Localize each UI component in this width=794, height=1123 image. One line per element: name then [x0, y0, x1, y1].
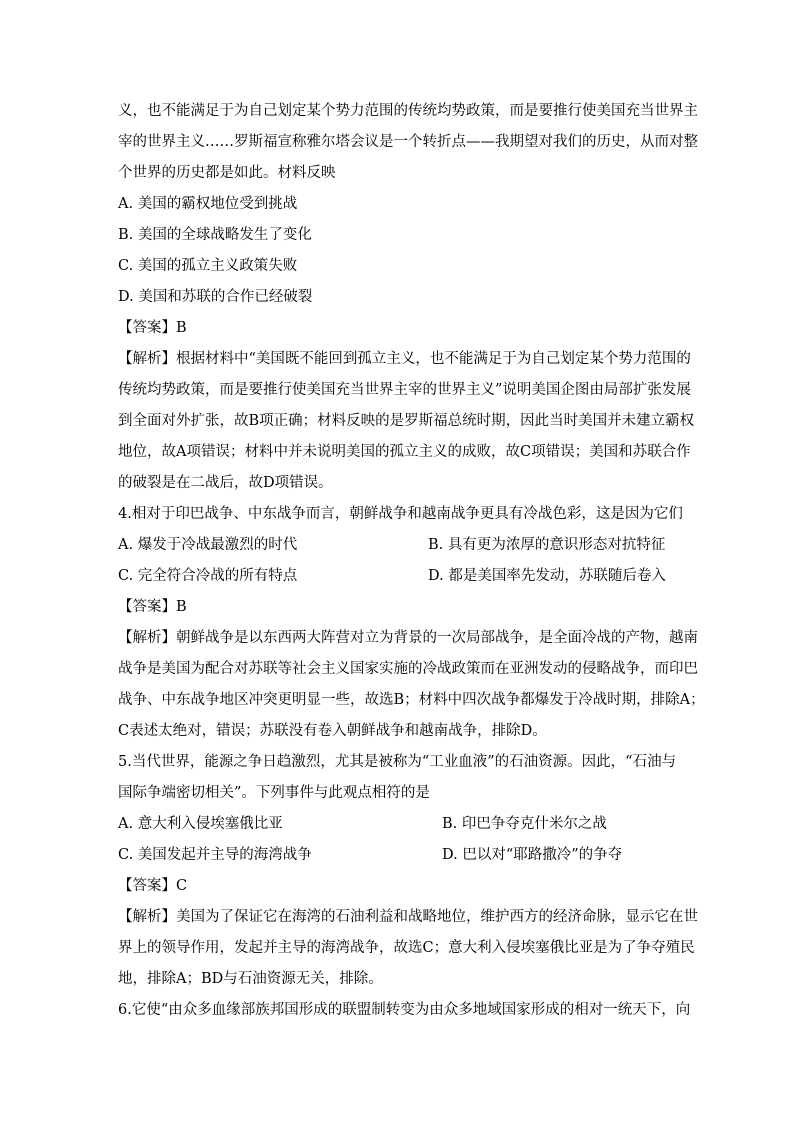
answer: 【答案】B: [118, 320, 187, 336]
q5-option-d: D. 巴以对“耶路撒冷”的争夺: [442, 847, 623, 863]
question-5: 国际争端密切相关”。下列事件与此观点相符的是: [118, 785, 430, 801]
analysis-line: 到全面对外扩张，故B项正确；材料反映的是罗斯福总统时期，因此当时美国并未建立霸权: [118, 413, 695, 429]
analysis-line: 战争是美国为配合对苏联等社会主义国家实施的冷战政策而在亚洲发动的侵略战争，而印巴: [118, 661, 698, 677]
q4-option-a: A. 爆发于冷战最激烈的时代: [118, 537, 298, 553]
q5-option-b: B. 印巴争夺克什米尔之战: [442, 816, 607, 832]
option-b: B. 美国的全球战略发生了变化: [118, 227, 312, 243]
q5-options-row: [118, 840, 680, 871]
text-line: 个世界的历史都是如此。材料反映: [118, 165, 336, 181]
q5-option-a: A. 意大利入侵埃塞俄比亚: [118, 816, 283, 832]
q4-option-b: B. 具有更为浓厚的意识形态对抗特征: [428, 537, 666, 553]
analysis-line: 地，排除A；BD与石油资源无关，排除。: [118, 971, 383, 987]
q4-option-d: D. 都是美国率先发动，苏联随后卷入: [428, 568, 666, 584]
option-d: D. 美国和苏联的合作已经破裂: [118, 289, 313, 305]
q4-options-row: [118, 530, 680, 561]
option-a: A. 美国的霸权地位受到挑战: [118, 196, 298, 212]
analysis-line: 【解析】根据材料中“美国既不能回到孤立主义，也不能满足于为自己划定某个势力范围的: [118, 351, 691, 367]
analysis-line: 传统均势政策，而是要推行使美国充当世界主宰的世界主义”说明美国企图由局部扩张发展: [118, 382, 691, 398]
text-line: 宰的世界主义……罗斯福宣称雅尔塔会议是一个转折点——我期望对我们的历史，从而对整: [118, 134, 698, 150]
analysis-line: 地位，故A项错误；材料中并未说明美国的孤立主义的成败，故C项错误；美国和苏联合作: [118, 444, 691, 460]
analysis-line: 的破裂是在二战后，故D项错误。: [118, 475, 333, 491]
analysis-line: C表述太绝对，错误；苏联没有卷入朝鲜战争和越南战争，排除D。: [118, 723, 547, 739]
analysis-line: 界上的领导作用，发起并主导的海湾战争，故选C；意大利入侵埃塞俄比亚是为了争夺殖民: [118, 940, 695, 956]
analysis-line: 【解析】美国为了保证它在海湾的石油利益和战略地位，维护西方的经济命脉，显示它在世: [118, 909, 698, 925]
q5-options-row: [118, 809, 680, 840]
q4-options-row: [118, 561, 680, 592]
option-c: C. 美国的孤立主义政策失败: [118, 258, 298, 274]
question-6: 6.它使“由众多血缘部族邦国形成的联盟制转变为由众多地域国家形成的相对一统天下，向: [118, 1002, 691, 1018]
text-line: 义，也不能满足于为自己划定某个势力范围的传统均势政策，而是要推行使美国充当世界主: [118, 103, 698, 119]
answer: 【答案】C: [118, 878, 188, 894]
q5-option-c: C. 美国发起并主导的海湾战争: [118, 847, 312, 863]
answer: 【答案】B: [118, 599, 187, 615]
analysis-line: 战争、中东战争地区冲突更明显一些，故选B；材料中四次战争都爆发于冷战时期，排除A；: [118, 692, 705, 708]
analysis-line: 【解析】朝鲜战争是以东西两大阵营对立为背景的一次局部战争，是全面冷战的产物，越南: [118, 630, 698, 646]
q4-option-c: C. 完全符合冷战的所有特点: [118, 568, 298, 584]
question-5: 5.当代世界，能源之争日趋激烈，尤其是被称为“工业血液”的石油资源。因此，“石油与: [118, 754, 677, 770]
question-4: 4.相对于印巴战争、中东战争而言，朝鲜战争和越南战争更具有冷战色彩，这是因为它们: [118, 506, 683, 522]
document-page: [118, 96, 705, 1026]
